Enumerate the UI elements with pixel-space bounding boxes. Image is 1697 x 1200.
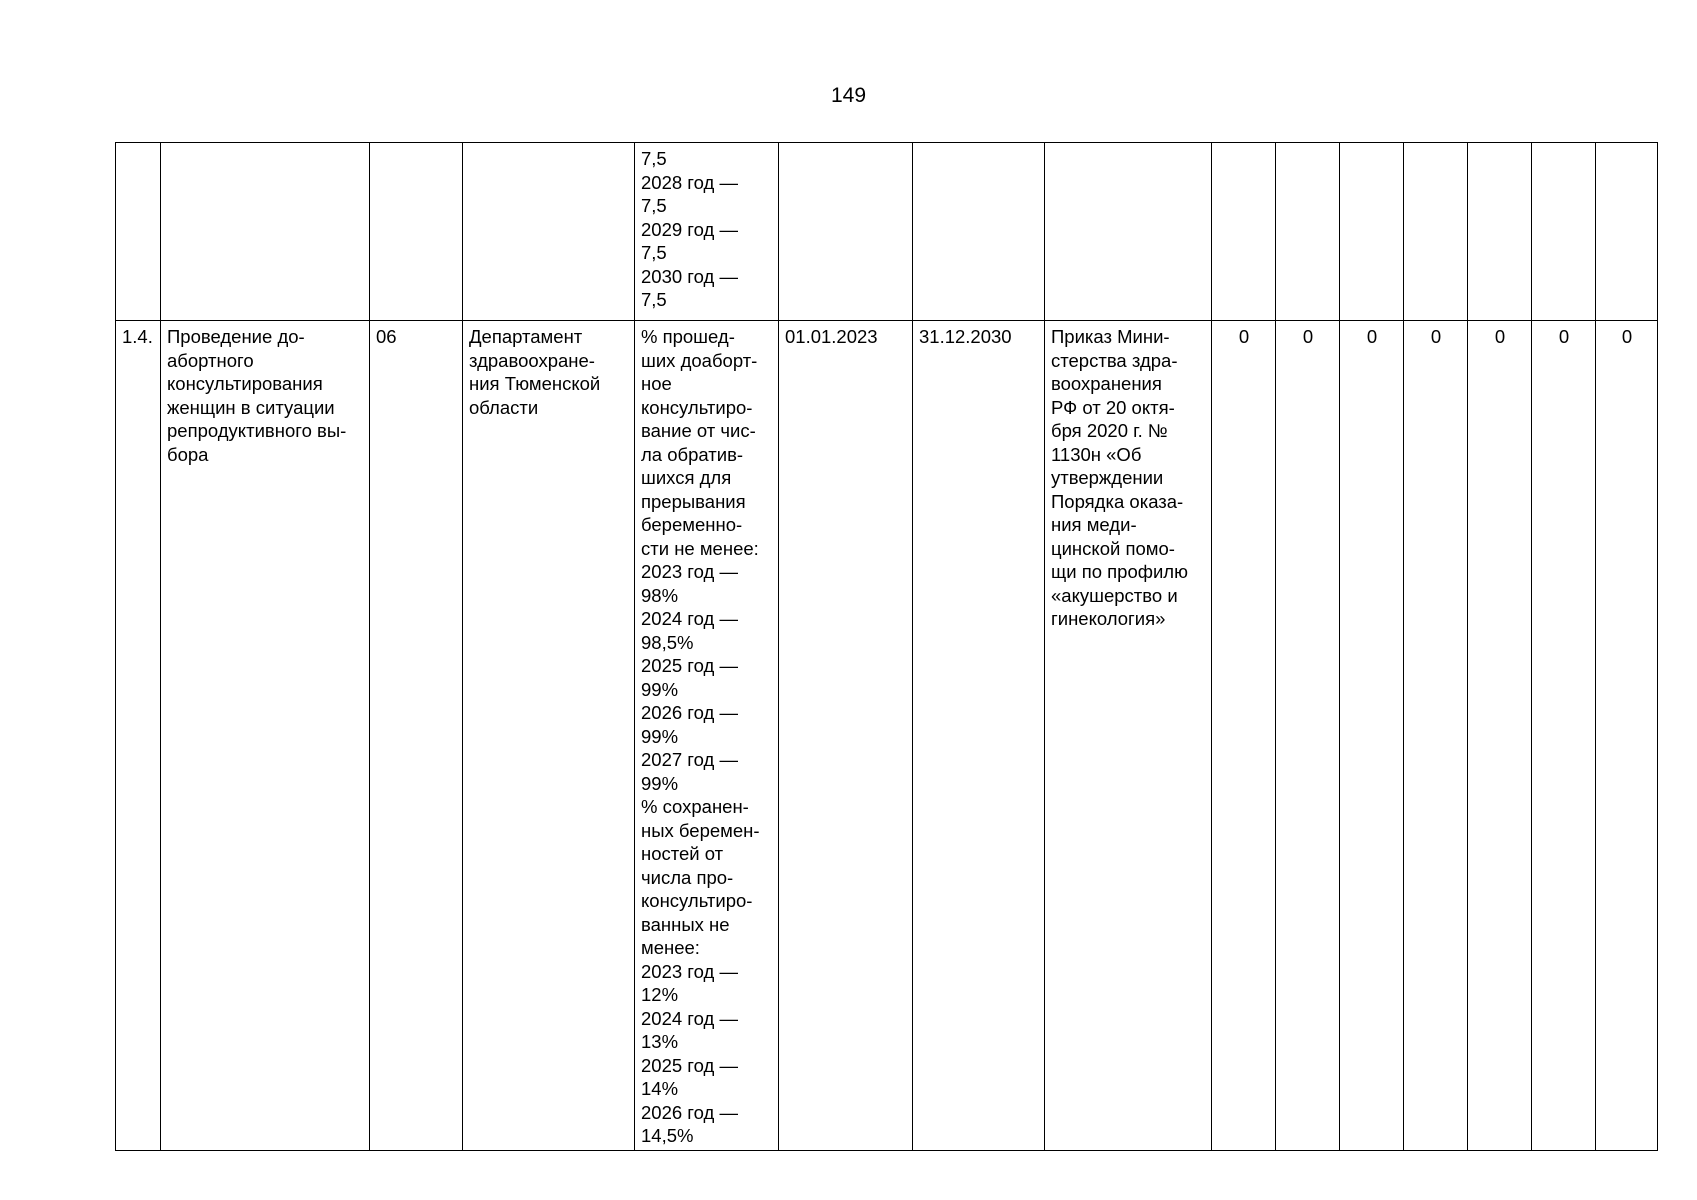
cell-value: 0 [1468, 321, 1532, 1151]
indicator-text: 7,5 2028 год — 7,5 2029 год — 7,5 2030 год — 7,5 [641, 148, 738, 310]
cell-value [1468, 143, 1532, 321]
cell-end-date [913, 143, 1045, 321]
cell-value [1340, 143, 1404, 321]
executor-text: Департамент здравоохране- ния Тюменской области [469, 326, 601, 418]
cell-value: 0 [1276, 321, 1340, 1151]
cell-value [1596, 143, 1658, 321]
cell-executor [463, 143, 635, 321]
cell-code: 06 [370, 321, 463, 1151]
cell-start-date [779, 143, 913, 321]
cell-value: 0 [1212, 321, 1276, 1151]
cell-document [1045, 321, 1212, 1151]
cell-value: 0 [1596, 321, 1658, 1151]
cell-value: 0 [1532, 321, 1596, 1151]
cell-value [1212, 143, 1276, 321]
cell-value: 0 [1404, 321, 1468, 1151]
page-number: 149 [830, 84, 867, 107]
cell-value [1404, 143, 1468, 321]
name-text: Проведение до- абортного консультирования женщин в ситуации репродуктивного вы- бора [167, 326, 347, 465]
cell-indicator [635, 321, 779, 1151]
cell-number: 1.4. [116, 321, 161, 1151]
cell-number [116, 143, 161, 321]
table-row [116, 143, 1658, 321]
program-table [115, 142, 1658, 1151]
cell-value [1276, 143, 1340, 321]
cell-code [370, 143, 463, 321]
cell-value [1532, 143, 1596, 321]
indicator-text: % прошед- ших доаборт- ное консультиро- вание от чис- ла обратив- шихся для прерывания беременно- сти не менее: 2023 год — 98% 2024 год — 98,5% 2025 год — 99% 2026 год — 99% 2027 год — 99% % сохранен- ных беремен- ностей от числа про- консультиро- ванных не менее: 2023 год — 12% 2024 год — 13% 2025 год — 14% 2026 год — 14,5% [641, 326, 760, 1146]
cell-end-date: 31.12.2030 [913, 321, 1045, 1151]
cell-start-date: 01.01.2023 [779, 321, 913, 1151]
cell-indicator [635, 143, 779, 321]
table-row [116, 321, 1658, 1151]
cell-document [1045, 143, 1212, 321]
cell-value: 0 [1340, 321, 1404, 1151]
cell-executor [463, 321, 635, 1151]
cell-name [161, 143, 370, 321]
cell-name [161, 321, 370, 1151]
document-text: Приказ Мини- стерства здра- воохранения РФ от 20 октя- бря 2020 г. № 1130н «Об утверждении Порядка оказа- ния меди- цинской помо- щи по профилю «акушерство и гинекология» [1051, 326, 1188, 629]
